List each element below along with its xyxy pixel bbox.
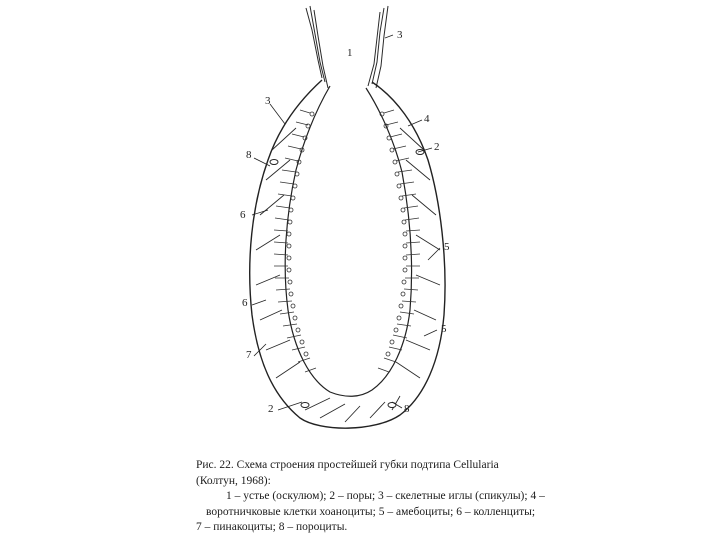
choanocyte-layer-right [378, 110, 420, 372]
label-spicules-top: 3 [397, 29, 403, 41]
sponge-inner-wall [285, 86, 411, 396]
choanocyte-layer-left [274, 110, 316, 372]
label-spicules-left: 3 [265, 95, 271, 107]
label-pinacocytes: 7 [246, 349, 252, 361]
caption-line-1: Рис. 22. Схема строения простейшей губки подтипа Cellularia [196, 459, 499, 471]
label-amoebocytes-upper: 5 [444, 241, 450, 253]
label-collencytes-lower: 6 [242, 297, 248, 309]
label-collencytes-upper: 6 [240, 209, 246, 221]
label-amoebocytes-lower: 5 [441, 323, 447, 335]
caption-line-5: 7 – пинакоциты; 8 – пороциты. [196, 521, 348, 533]
pore-cells [270, 150, 424, 408]
wall-spicules [256, 128, 440, 422]
label-choanocytes: 4 [424, 113, 430, 125]
caption-line-2: (Колтун, 1968): [196, 474, 271, 487]
label-pores-bottom: 2 [268, 403, 274, 415]
label-pores-right: 2 [434, 141, 440, 153]
label-porocytes-bottom: 8 [404, 403, 410, 415]
label-osculum: 1 [347, 47, 353, 59]
label-porocytes-left: 8 [246, 149, 252, 161]
caption-line-3: 1 – устье (оскулюм); 2 – поры; 3 – скелетные иглы (спикулы); 4 – [226, 490, 545, 502]
caption-line-4: воротничковые клетки хоаноциты; 5 – амебоциты; 6 – колленциты; [206, 505, 536, 518]
figure-caption [196, 458, 545, 536]
leader-lines [252, 35, 440, 410]
